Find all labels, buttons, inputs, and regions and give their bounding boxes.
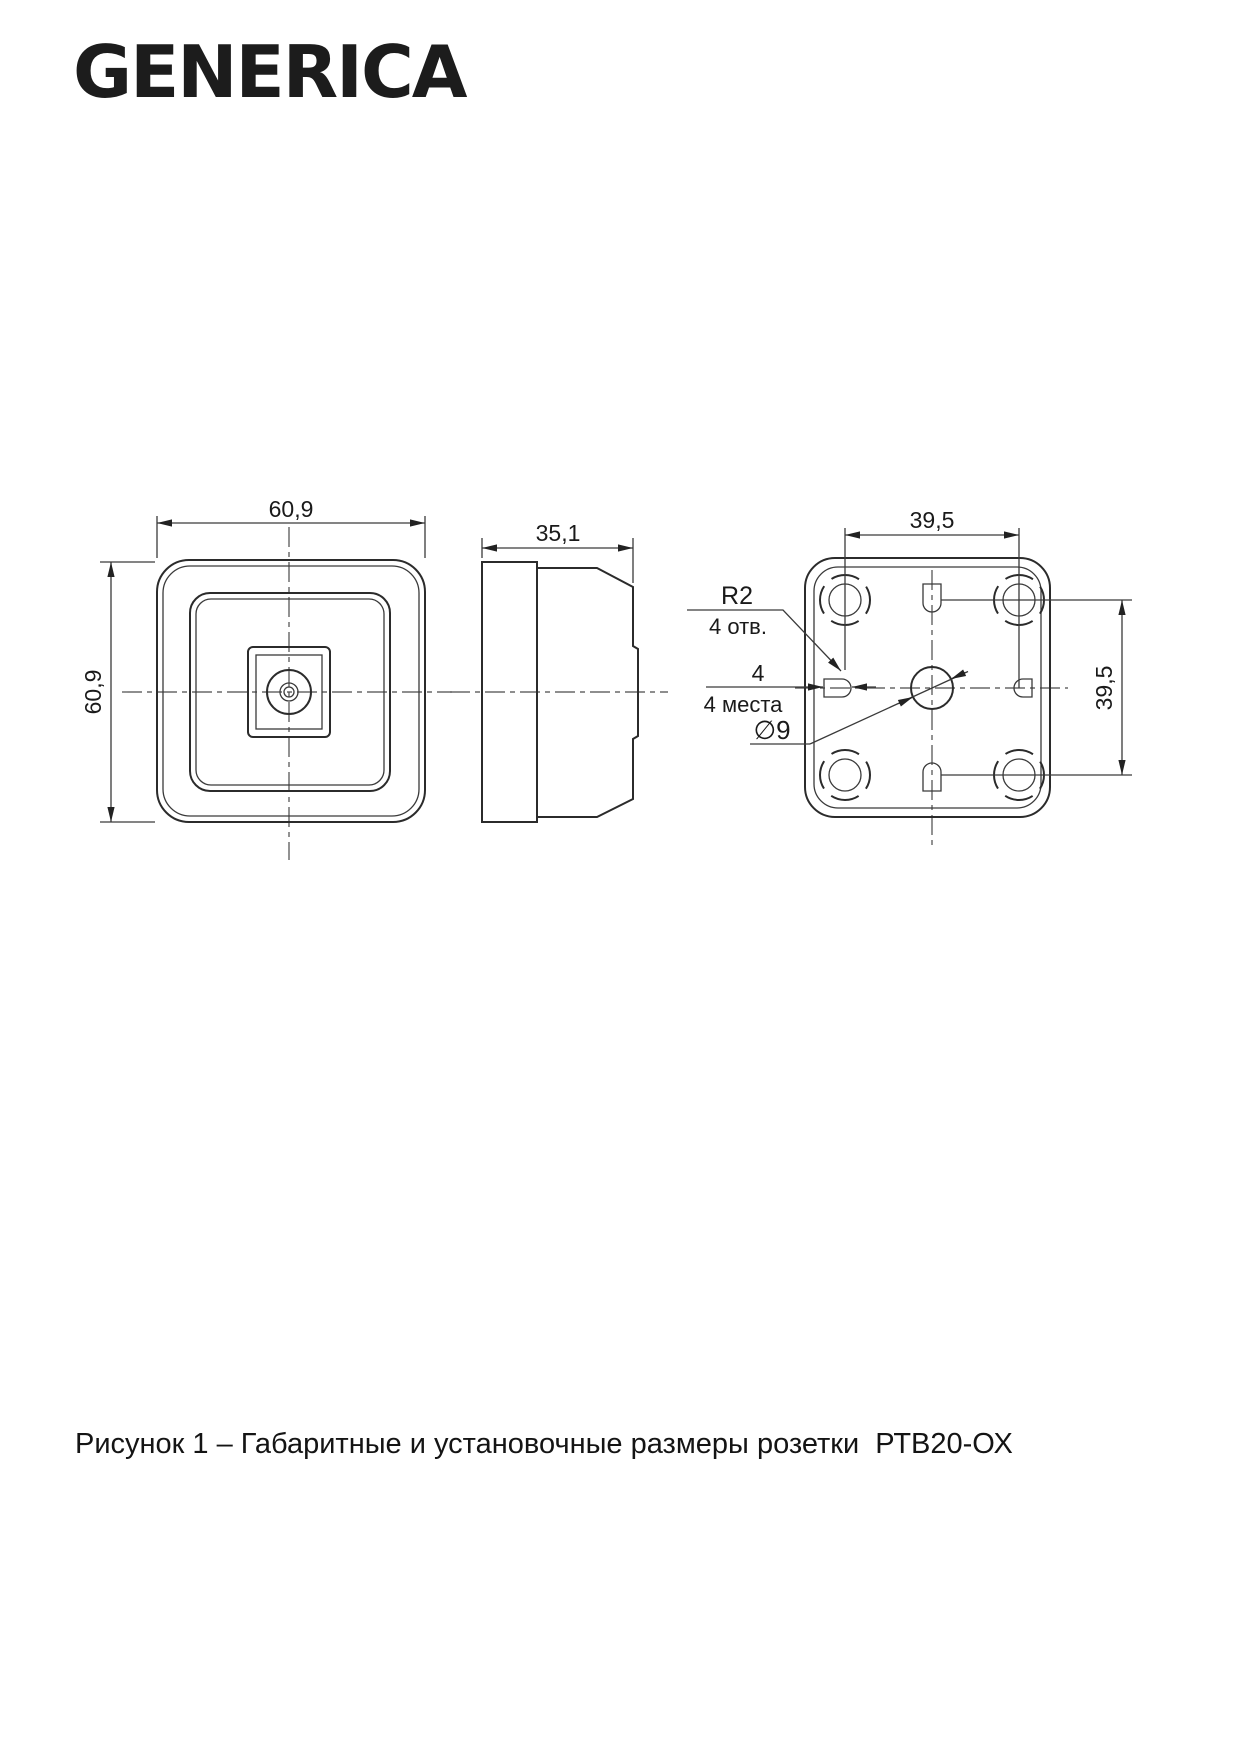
side-depth-value: 35,1 <box>535 520 581 546</box>
dim-front-width <box>157 496 425 558</box>
dim-side-depth <box>482 520 633 583</box>
back-hole-spacing-h-value: 39,5 <box>909 507 955 533</box>
corner-radius-note: 4 отв. <box>709 614 767 639</box>
front-width-value: 60,9 <box>268 496 314 522</box>
mounting-hole-bottom-left <box>820 750 870 800</box>
back-view <box>687 507 1132 845</box>
center-hole-dia-value: ∅9 <box>753 715 791 745</box>
back-hole-spacing-v-value: 39,5 <box>1091 665 1117 711</box>
dim-back-hole-spacing-v <box>941 600 1132 775</box>
slot-width-note: 4 места <box>703 692 783 717</box>
front-height-value: 60,9 <box>80 669 106 715</box>
corner-radius-value: R2 <box>721 582 753 610</box>
side-view <box>450 520 668 822</box>
figure-caption: Рисунок 1 – Габаритные и установочные размеры розетки РТВ20-ОХ <box>75 1428 1013 1460</box>
dim-front-height <box>80 562 155 822</box>
front-view <box>80 496 452 860</box>
callout-slot-width <box>704 660 876 717</box>
slot-width-value: 4 <box>751 660 765 686</box>
callout-corner-radius <box>687 582 841 671</box>
side-body-profile <box>537 568 638 817</box>
brand-logo: GENERICA <box>73 30 466 114</box>
